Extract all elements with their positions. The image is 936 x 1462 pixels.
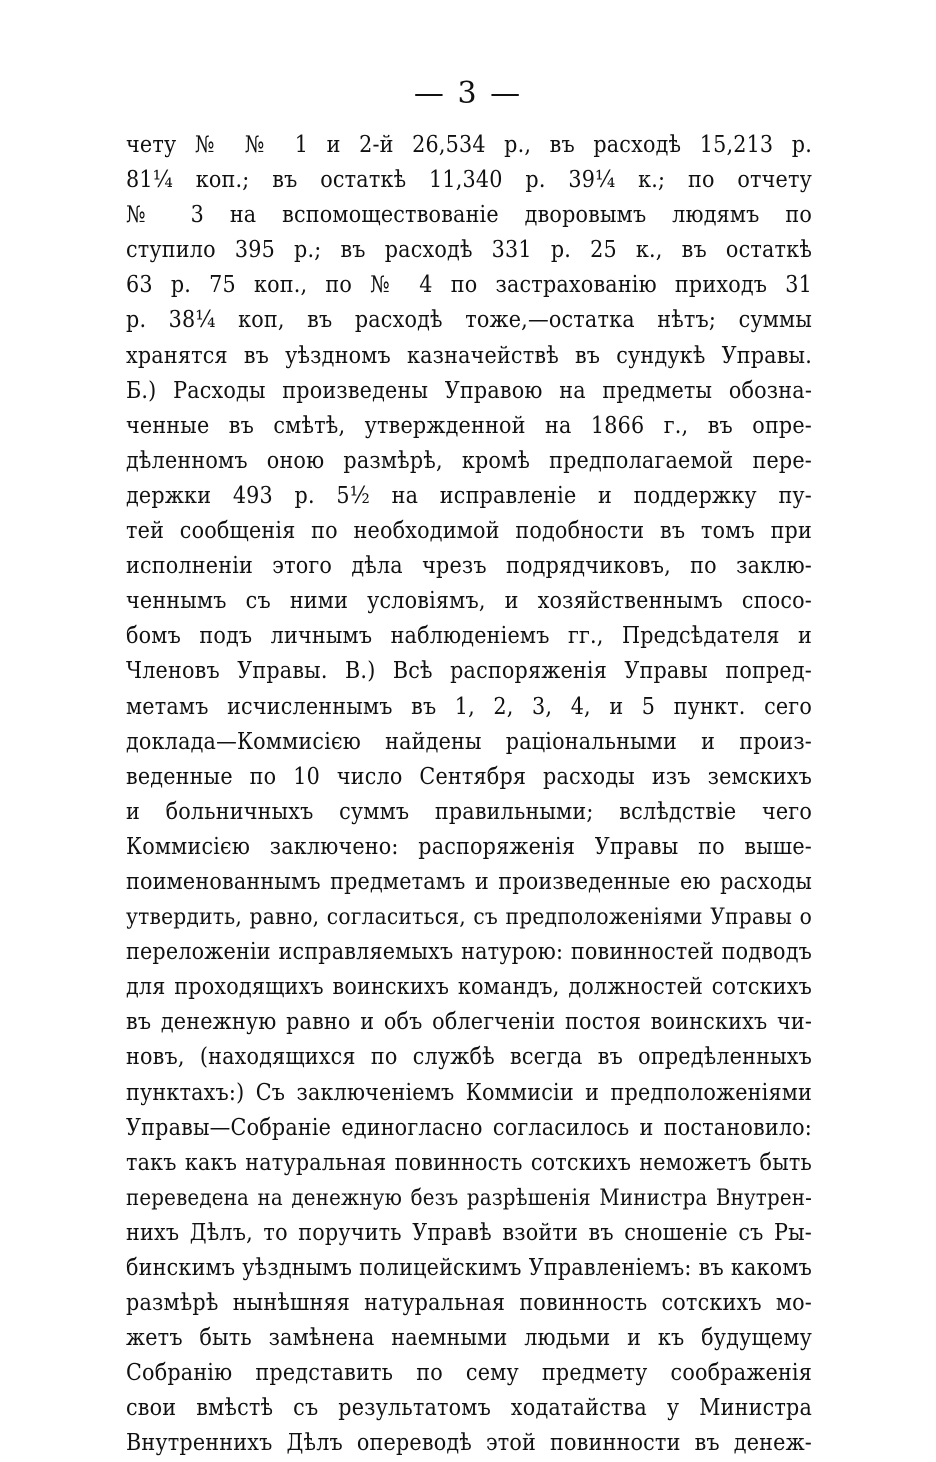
text-line: утвердить, равно, согласиться, съ предположеніями Управы о (126, 904, 812, 931)
text-line: переложеніи исправляемыхъ натурою: повинностей подводъ (126, 939, 812, 966)
text-line: Коммисією заключено: распоряженія Управы по выше- (126, 833, 812, 860)
text-line: нихъ Дѣлъ, то поручить Управѣ взойти въ сношеніе съ Ры- (126, 1219, 812, 1246)
page-number: — 3 — (413, 76, 523, 111)
text-line: новъ, (находящихся по службѣ всегда въ опредѣленныхъ (126, 1044, 812, 1071)
text-line: Управы—Собраніе единогласно согласилось и постановило: (126, 1114, 812, 1141)
text-line: Членовъ Управы. В.) Всѣ распоряженія Управы попред- (126, 658, 812, 685)
text-line: свои вмѣстѣ съ результатомъ ходатайства у Министра (126, 1395, 812, 1422)
text-line: бомъ подъ личнымъ наблюденіемъ гг., Предсѣдателя и (126, 623, 812, 650)
text-line: жетъ быть замѣнена наемными людьми и къ будущему (126, 1325, 812, 1352)
text-line: Собранію представить по сему предмету соображенія (126, 1360, 812, 1387)
text-line: такъ какъ натуральная повинность сотскихъ неможетъ быть (126, 1149, 812, 1176)
text-line: исполненіи этого дѣла чрезъ подрядчиковъ, по заклю- (126, 553, 812, 580)
text-line: Б.) Расходы произведены Управою на предметы обозна- (126, 377, 812, 404)
text-line: 63 р. 75 коп., по № 4 по застрахованію приходъ 31 (126, 272, 812, 299)
text-line: метамъ исчисленнымъ въ 1, 2, 3, 4, и 5 пункт. сего (126, 693, 812, 720)
text-line: размѣрѣ нынѣшняя натуральная повинность сотскихъ мо- (126, 1290, 812, 1317)
text-line: держки 493 р. 5½ на исправленіе и поддержку пу- (126, 482, 812, 509)
text-line: и больничныхъ суммъ правильными; вслѣдствіе чего (126, 798, 812, 825)
text-line: бинскимъ уѣзднымъ полицейскимъ Управленіемъ: въ какомъ (126, 1255, 812, 1281)
body-text (126, 128, 812, 1462)
text-line: 81¼ коп.; въ остаткѣ 11,340 р. 39¼ к.; по отчету (126, 167, 812, 194)
text-line: Внутреннихъ Дѣлъ опереводѣ этой повинности въ денеж- (126, 1430, 812, 1457)
text-line: въ денежную равно и объ облегченіи постоя воинскихъ чи- (126, 1009, 812, 1036)
text-line: для проходящихъ воинскихъ командъ, должностей сотскихъ (126, 974, 812, 1001)
text-line: поименованнымъ предметамъ и произведенные ею расходы (126, 868, 812, 895)
text-line: р. 38¼ коп, въ расходѣ тоже,—остатка нѣтъ; суммы (126, 307, 812, 334)
text-line: веденные по 10 число Сентября расходы изъ земскихъ (126, 763, 812, 790)
text-line: ченные въ смѣтѣ, утвержденной на 1866 г., въ опре- (126, 412, 812, 439)
text-line: пунктахъ:) Съ заключеніемъ Коммисіи и предположеніями (126, 1079, 812, 1106)
text-line: хранятся въ уѣздномъ казначействѣ въ сундукѣ Управы. (126, 342, 812, 369)
text-line: тей сообщенія по необходимой подобности въ томъ при (126, 518, 812, 545)
text-line: ступило 395 р.; въ расходѣ 331 р. 25 к., въ остаткѣ (126, 237, 812, 264)
text-line: дѣленномъ оною размѣрѣ, кромѣ предполагаемой пере- (126, 447, 812, 474)
text-line: доклада—Коммисією найдены раціональными и произ- (126, 728, 812, 755)
text-line: ченнымъ съ ними условіямъ, и хозяйственнымъ спосо- (126, 588, 812, 615)
text-line: переведена на денежную безъ разрѣшенія Министра Внутрен- (126, 1185, 812, 1211)
text-line: чету № № 1 и 2-й 26,534 р., въ расходѣ 15,213 р. (126, 132, 812, 158)
text-line: № 3 на вспомоществованіе дворовымъ людямъ по (126, 202, 812, 229)
